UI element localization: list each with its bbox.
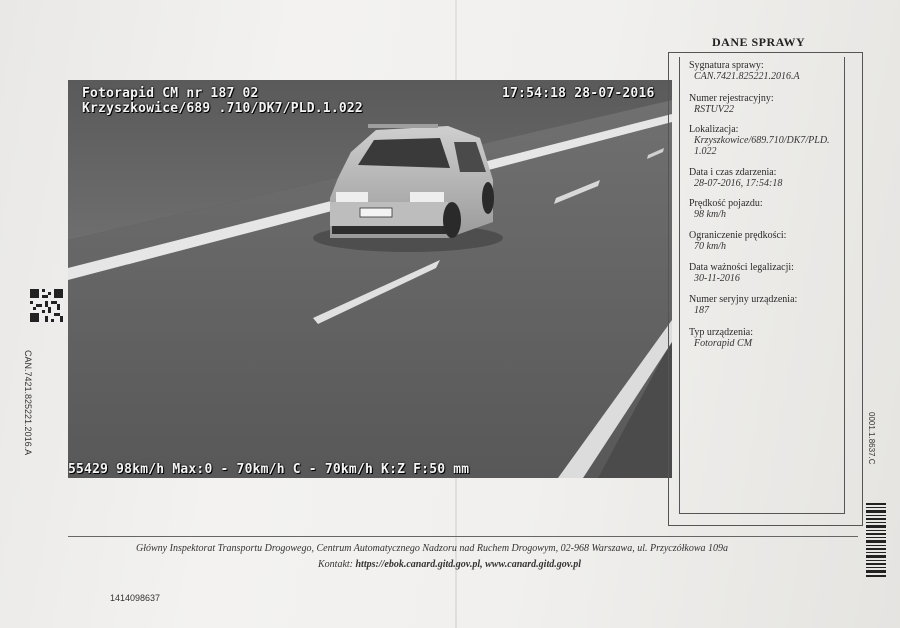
field-value: 28-07-2016, 17:54:18	[694, 178, 783, 189]
field-label: Numer seryjny urządzenia:	[689, 294, 798, 305]
footer-contact	[318, 559, 581, 570]
measurement-overlay: 55429 98km/h Max:0 - 70km/h C - 70km/h K:Z F:50 mm	[68, 462, 470, 477]
field-label: Data ważności legalizacji:	[689, 262, 794, 273]
field-label: Typ urządzenia:	[689, 327, 753, 338]
field-value: Fotorapid CM	[694, 338, 753, 349]
field-value: 187	[694, 305, 709, 316]
field-location	[689, 124, 839, 157]
footer-divider	[68, 536, 858, 537]
field-value: 98 km/h	[694, 209, 726, 220]
case-data-panel	[668, 52, 863, 526]
field-label: Sygnatura sprawy:	[689, 60, 764, 71]
barcode	[866, 503, 886, 579]
document-number: 1414098637	[110, 593, 161, 603]
field-value: RSTUV22	[694, 104, 734, 115]
road-scene	[68, 80, 672, 478]
field-event-datetime	[689, 167, 839, 189]
panel-title: DANE SPRAWY	[712, 35, 806, 49]
timestamp-overlay: 17:54:18 28-07-2016	[502, 86, 655, 101]
field-label: Prędkość pojazdu:	[689, 198, 763, 209]
field-registration-number	[689, 93, 839, 115]
field-legalization-expiry	[689, 262, 839, 284]
field-label: Lokalizacja:	[689, 124, 739, 135]
field-device-type	[689, 327, 839, 349]
camera-id-overlay: Fotorapid CM nr 187 02	[82, 86, 259, 101]
field-case-signature	[689, 60, 839, 82]
case-signature-vertical: CAN.7421.825221.2016.A	[23, 350, 33, 456]
field-label: Numer rejestracyjny:	[689, 93, 774, 104]
form-code-vertical: 0001.1.8637.C	[867, 412, 876, 465]
field-value: 70 km/h	[694, 241, 726, 252]
field-value-cont: 1.022	[694, 146, 717, 157]
field-label: Ograniczenie prędkości:	[689, 230, 787, 241]
location-overlay: Krzyszkowice/689 .710/DK7/PLD.1.022	[82, 101, 363, 116]
field-value: 30-11-2016	[694, 273, 740, 284]
case-data-inner	[679, 57, 845, 514]
qr-code	[30, 289, 63, 322]
field-device-serial	[689, 294, 839, 316]
speed-camera-photo	[68, 80, 672, 478]
field-label: Data i czas zdarzenia:	[689, 167, 777, 178]
field-value: Krzyszkowice/689.710/DK7/PLD.	[694, 135, 830, 146]
footer-address: Główny Inspektorat Transportu Drogowego, Centrum Automatycznego Nadzoru nad Ruchem Drogowym, 02-968 Warszawa, ul. Przyczółkowa 109a	[136, 543, 729, 554]
field-vehicle-speed	[689, 198, 839, 220]
field-value: CAN.7421.825221.2016.A	[694, 71, 800, 82]
footer-contact-label: Kontakt:	[318, 559, 353, 570]
field-speed-limit	[689, 230, 839, 252]
footer-contact-links[interactable]: https://ebok.canard.gitd.gov.pl, www.canard.gitd.gov.pl	[355, 559, 582, 570]
